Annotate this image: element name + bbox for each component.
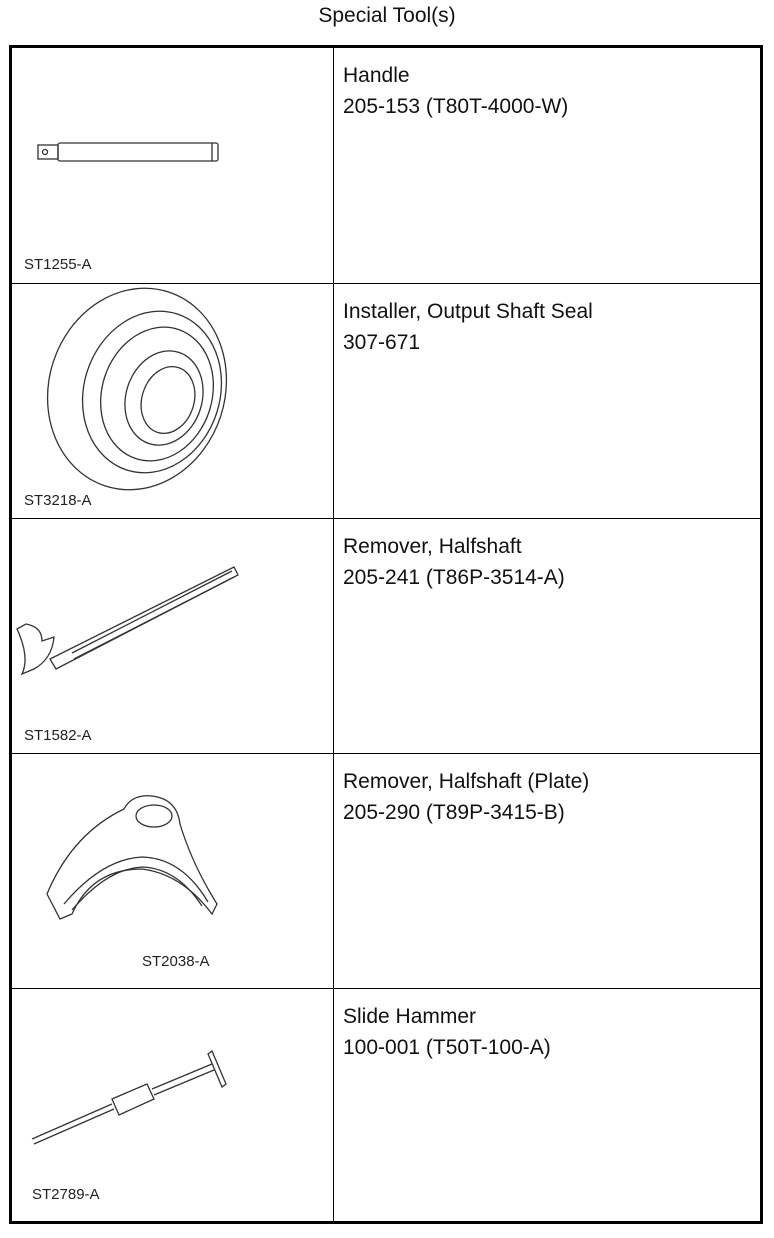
special-tools-table [9, 45, 763, 1224]
tool-description-cell [334, 754, 760, 988]
tool-description-cell [334, 989, 760, 1221]
tool-name: Installer, Output Shaft Seal [343, 300, 593, 323]
tool-illustration-cell [12, 519, 334, 753]
tool-code: ST1582-A [24, 727, 92, 744]
tool-description-cell [334, 48, 760, 283]
table-row [12, 518, 760, 753]
tool-name: Slide Hammer [343, 1005, 477, 1028]
halfshaft-remover-icon [12, 519, 332, 752]
page-title: Special Tool(s) [318, 4, 456, 27]
tool-code: ST2789-A [32, 1186, 100, 1203]
tool-name: Remover, Halfshaft (Plate) [343, 770, 590, 793]
tool-code: ST2038-A [142, 953, 210, 970]
tool-number: 205-241 (T86P-3514-A) [343, 566, 565, 589]
tool-number: 100-001 (T50T-100-A) [343, 1036, 551, 1059]
tool-illustration-cell [12, 754, 334, 988]
tool-illustration-cell [12, 284, 334, 518]
tool-illustration-cell [12, 989, 334, 1221]
tool-number: 205-290 (T89P-3415-B) [343, 801, 565, 824]
tool-number: 307-671 [343, 331, 421, 354]
table-row [12, 988, 760, 1221]
tool-number: 205-153 (T80T-4000-W) [343, 95, 569, 118]
handle-tool-icon [12, 48, 332, 281]
table-row [12, 753, 760, 988]
tool-illustration-cell [12, 48, 334, 283]
seal-installer-icon [12, 284, 332, 517]
tool-description-cell [334, 284, 760, 518]
tool-code: ST3218-A [24, 492, 92, 509]
table-row [12, 48, 760, 283]
tool-name: Remover, Halfshaft [343, 535, 522, 558]
table-row [12, 283, 760, 518]
tool-name: Handle [343, 64, 410, 87]
tool-code: ST1255-A [24, 256, 92, 273]
tool-description-cell [334, 519, 760, 753]
